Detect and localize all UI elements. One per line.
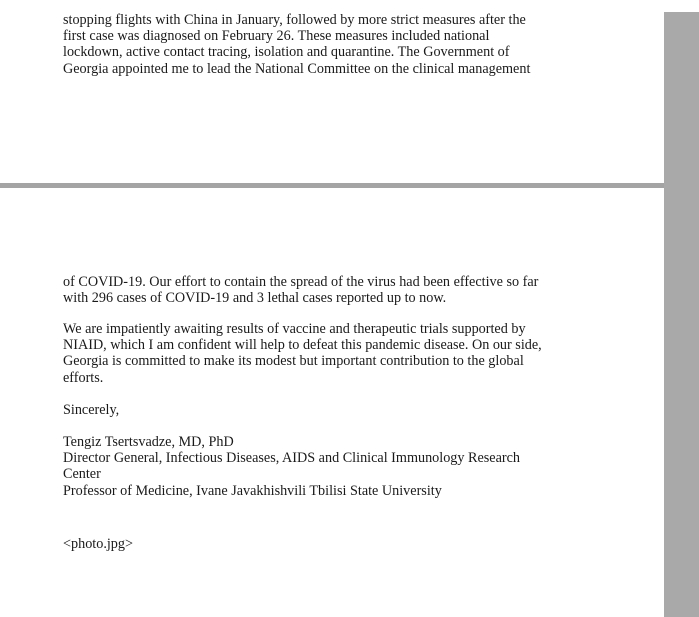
closing (63, 402, 563, 418)
signature-line: Tengiz Tsertsvadze, MD, PhD (63, 434, 234, 450)
text-line: NIAID, which I am confident will help to defeat this pandemic disease. On our side, (63, 337, 542, 354)
signature-line: Director General, Infectious Diseases, AIDS and Clinical Immunology Research (63, 450, 521, 467)
document-page-top (0, 0, 664, 183)
vaccine-paragraph (63, 321, 563, 386)
text-line: with 296 cases of COVID-19 and 3 lethal cases reported up to now. (63, 290, 447, 307)
signature-line: Center (63, 466, 101, 483)
signature-block (63, 434, 563, 499)
attachment-text: <photo.jpg> (63, 536, 133, 552)
text-line: Georgia is committed to make its modest but important contribution to the global (63, 353, 524, 370)
document-page-bottom (0, 188, 664, 617)
covid-paragraph (63, 274, 563, 306)
signature-line: Professor of Medicine, Ivane Javakhishvili Tbilisi State University (63, 482, 442, 499)
right-gutter (664, 12, 699, 617)
text-line: stopping flights with China in January, followed by more strict measures after the (63, 12, 526, 28)
right-gutter-top (664, 0, 699, 12)
closing-line: Sincerely, (63, 402, 120, 418)
text-line: We are impatiently awaiting results of vaccine and therapeutic trials supported by (63, 321, 526, 337)
text-line: efforts. (63, 369, 104, 386)
letter-paragraph-top (63, 12, 563, 77)
text-line: lockdown, active contact tracing, isolation and quarantine. The Government of (63, 44, 510, 61)
text-line: Georgia appointed me to lead the National Committee on the clinical management (63, 60, 531, 77)
text-line: first case was diagnosed on February 26. These measures included national (63, 28, 490, 45)
text-line: of COVID-19. Our effort to contain the spread of the virus had been effective so far (63, 274, 539, 290)
attachment-placeholder (63, 536, 563, 552)
